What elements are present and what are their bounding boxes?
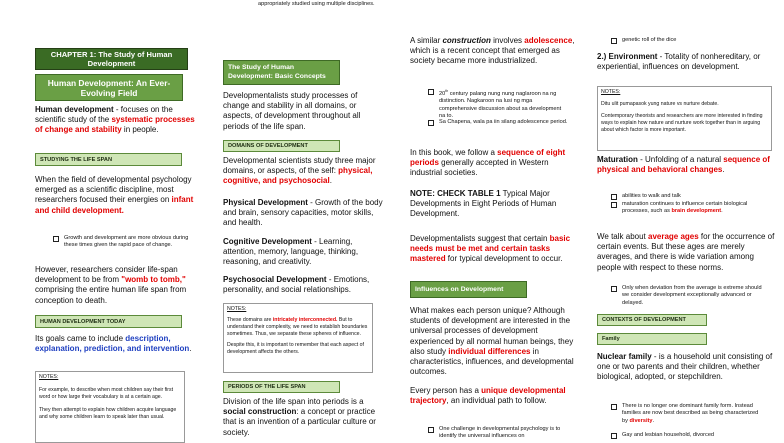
highlight: basic needs must be met and certain tasks mastered (410, 234, 571, 264)
section-header-basic-concepts (223, 60, 340, 85)
term: social construction (223, 407, 297, 417)
text: However, researchers consider life-span development to be from (35, 265, 178, 285)
term: NOTE: CHECK TABLE 1 (410, 189, 501, 198)
paragraph-field-emerged (35, 175, 195, 216)
text: Its goals came to include (35, 334, 126, 343)
term: Nuclear family (597, 352, 652, 361)
text: , an individual path to follow. (446, 396, 547, 406)
paragraph-unique (410, 306, 580, 377)
text: Typical Major Developments in Eight Periods of Human Development. (410, 189, 557, 219)
bullet-text (622, 201, 761, 216)
bullet-text: Sa Chapena, wala pa iin silang adolescence period. (439, 119, 568, 125)
section-header-domains: DOMAINS OF DEVELOPMENT (223, 140, 340, 152)
notes-label: NOTES: (227, 306, 247, 312)
bullet-text: Gay and lesbian household, divorced (622, 432, 715, 438)
paragraph-cognitive (223, 237, 383, 268)
bullet-family-form (611, 403, 761, 433)
column-2 (196, 0, 392, 441)
highlight: sequence of eight periods (410, 148, 566, 168)
highlight: diversity (629, 417, 653, 424)
text: We talk about (597, 232, 648, 241)
column-3 (392, 0, 588, 441)
paragraph-eight-periods (410, 148, 580, 179)
highlight: brain development (671, 208, 722, 215)
checkbox-bullet-icon (611, 202, 617, 208)
term: construction (442, 36, 491, 45)
note-text: Ditu ulit pumapasok yung nature vs nurture debate. (601, 100, 719, 107)
section-header-influences (410, 281, 527, 298)
chapter-title: CHAPTER 1: The Study of Human Development (35, 48, 188, 70)
text: generally accepted in Western industrial societies. (410, 158, 549, 178)
paragraph-domains (223, 156, 383, 187)
text: in characteristics, influences, and developmental outcomes. (410, 346, 574, 377)
text: Division of the life span into periods is a (223, 397, 364, 406)
checkbox-bullet-icon (611, 194, 617, 200)
paragraph-basic-needs (410, 234, 580, 265)
text: maturation continues to influence certain biological processes, such as (622, 201, 748, 215)
term: 2.) Environment (597, 52, 658, 61)
paragraph-average-ages (597, 232, 777, 273)
text: Developmental scientists study three major domains, or aspects, of the self: (223, 156, 376, 176)
section-header-hd-field (35, 74, 183, 101)
section-header-family: Family (597, 333, 707, 345)
paragraph-psychosocial (223, 275, 383, 295)
highlight: adolescence (524, 36, 573, 45)
bullet-maturation-continues (611, 201, 761, 223)
bullet-text (439, 88, 568, 120)
bullet-20th-century (428, 88, 568, 118)
text: . (189, 344, 192, 354)
text: - Growth of the body and brain, sensory capacities, motor skills, and health. (223, 198, 383, 228)
highlight: individual differences (448, 346, 531, 356)
checkbox-bullet-icon (611, 433, 617, 439)
term: Maturation (597, 155, 638, 164)
note-text: Contemporary theorists and researchers are more interested in finding ways to explain how nature and nurture work together than in arguing about which factor is more important. (601, 112, 763, 133)
text: - Emotions, personality, and social relationships. (223, 275, 370, 295)
section-header-label: Human Development: An Ever-Evolving Field (47, 78, 171, 98)
text: - Totality of nonhereditary, or experiential, influences on development. (597, 52, 761, 72)
text: in people. (121, 125, 159, 135)
paragraph-physical (223, 198, 383, 229)
highlight: infant and child development. (35, 195, 194, 215)
text: - focuses on the scientific study of the (35, 105, 173, 125)
superscript: th (445, 89, 449, 93)
text: What makes each person unique? Although students of development are interested in the universal processes of development experienced by all normal human beings, they also study (410, 306, 574, 356)
bullet-chapena (428, 119, 568, 135)
section-header-hd-today: HUMAN DEVELOPMENT TODAY (35, 315, 182, 328)
bullet-deviation (611, 285, 766, 309)
highlight: systematic processes of change and stability (35, 115, 195, 135)
text: These domains are (227, 316, 273, 323)
bullet-text: Growth and development are more obvious during these times given the rapid pace of change. (64, 235, 189, 249)
text: . (722, 165, 725, 175)
note-text (227, 317, 369, 338)
notes-box-col2 (223, 303, 373, 373)
term: Psychosocial Development (223, 275, 327, 284)
text: - Learning, attention, memory, language, thinking, reasoning, and creativity. (223, 237, 359, 267)
paragraph-goals (35, 334, 195, 354)
bullet-text (622, 403, 761, 425)
section-header-contexts: CONTEXTS OF DEVELOPMENT (597, 314, 707, 326)
bullet-text: genetic roll of the dice (622, 37, 677, 43)
paragraph-human-development (35, 105, 195, 136)
notes-label: NOTES: (39, 374, 59, 380)
text: In this book, we follow a (410, 148, 498, 157)
note-text: For example, to describe when most children say their first word or how large their vocabulary is at a certain age. (39, 386, 174, 400)
highlight: intricately interconnected. (272, 316, 338, 323)
text: . (329, 176, 332, 186)
text: A similar (410, 36, 443, 45)
paragraph-check-table (410, 189, 580, 220)
text: . (652, 417, 655, 424)
paragraph-life-span (35, 265, 195, 306)
paragraph-adolescence (410, 36, 580, 67)
notes-box-col1 (35, 371, 185, 443)
note-text: They then attempt to explain how children acquire language and why some children learn to speak later than usual. (39, 406, 177, 420)
highlight: physical, cognitive, and psychosocial (223, 166, 373, 186)
bullet-text: One challenge in developmental psychology is to identify the universal influences on (439, 426, 561, 440)
section-header-studying: STUDYING THE LIFE SPAN (35, 153, 182, 166)
highlight: unique developmental trajectory (410, 386, 566, 406)
checkbox-bullet-icon (611, 404, 617, 410)
text: Developmentalists suggest that certain (410, 234, 550, 243)
paragraph-nuclear-family (597, 352, 777, 383)
paragraph-maturation (597, 155, 777, 175)
text: for the occurrence of certain events. But these ages are merely averages, and there is wide variation among people with respect to these norms. (597, 232, 775, 272)
term: Human development (35, 105, 114, 114)
highlight: average ages (648, 232, 699, 241)
text: for typical development to occur. (445, 254, 563, 264)
note-text: Despite this, it is important to remember that each aspect of development affects the others. (227, 341, 364, 355)
bullet-gay-lesbian (611, 432, 761, 441)
checkbox-bullet-icon (53, 236, 59, 242)
highlight: sequence of physical and behavioral changes (597, 155, 770, 175)
bullet-text: abilities to walk and talk (622, 193, 681, 199)
text: : a concept or practice that is an invention of a particular culture or society. (223, 407, 376, 437)
paragraph-environment (597, 52, 777, 72)
term: Physical Development (223, 198, 308, 207)
bullet-growth (53, 235, 193, 259)
checkbox-bullet-icon (611, 286, 617, 292)
checkbox-bullet-icon (428, 427, 434, 433)
continued-text: appropriately studied using multiple disciplines. (258, 1, 375, 7)
bullet-text: Only when deviation from the average is extreme should we consider development exceptionally advanced or delayed. (622, 285, 762, 306)
text: But to understand their complexity, we need to establish boundaries sometimes. Thus, we separate these spheres of influence. (227, 316, 368, 337)
text: , which is a recent concept that emerged as society became more industrialized. (410, 36, 575, 66)
text: Every person has a (410, 386, 482, 395)
bullet-genetic (611, 37, 761, 47)
section-header-label: The Study of Human Development: Basic Concepts (228, 64, 326, 80)
checkbox-bullet-icon (611, 38, 617, 44)
text: comprising the entire human life span from conception to death. (35, 285, 187, 305)
paragraph-developmentalists: Developmentalists study processes of change and stability in all domains, or aspects, of development throughout all periods of the life span. (223, 91, 361, 131)
paragraph-periods (223, 397, 383, 438)
text: - is a household unit consisting of one or two parents and their children, whether biological, adopted, or stepchildren. (597, 352, 773, 382)
text: There is no longer one dominant family form. Instead families are now best described as being characterized by (622, 403, 759, 424)
bullet-challenge (428, 426, 568, 441)
text: century palang nung nung naglaroon na ng distinction. Nagkaroon na lusi ng mga comprehensive discussion about sa development na to. (439, 90, 562, 120)
notes-box-col4 (597, 86, 772, 151)
highlight-blue: description, explanation, prediction, and intervention (35, 334, 190, 354)
section-header-label: Influences on Development (415, 286, 504, 293)
bullet-walk-talk (611, 193, 761, 201)
text: involves (490, 36, 525, 45)
text: 20 (439, 90, 446, 97)
section-header-periods: PERIODS OF THE LIFE SPAN (223, 381, 340, 393)
text: - Unfolding of a natural (637, 155, 724, 164)
text: . (721, 208, 723, 215)
notes-label: NOTES: (601, 89, 621, 95)
paragraph-trajectory (410, 386, 580, 406)
text: When the field of developmental psychology emerged as a scientific discipline, most researchers focused their energies on (35, 175, 192, 205)
term: Cognitive Development (223, 237, 312, 246)
column-4 (588, 0, 784, 441)
column-1 (0, 0, 196, 441)
checkbox-bullet-icon (428, 120, 434, 126)
highlight: "womb to tomb," (121, 275, 186, 285)
checkbox-bullet-icon (428, 89, 434, 95)
